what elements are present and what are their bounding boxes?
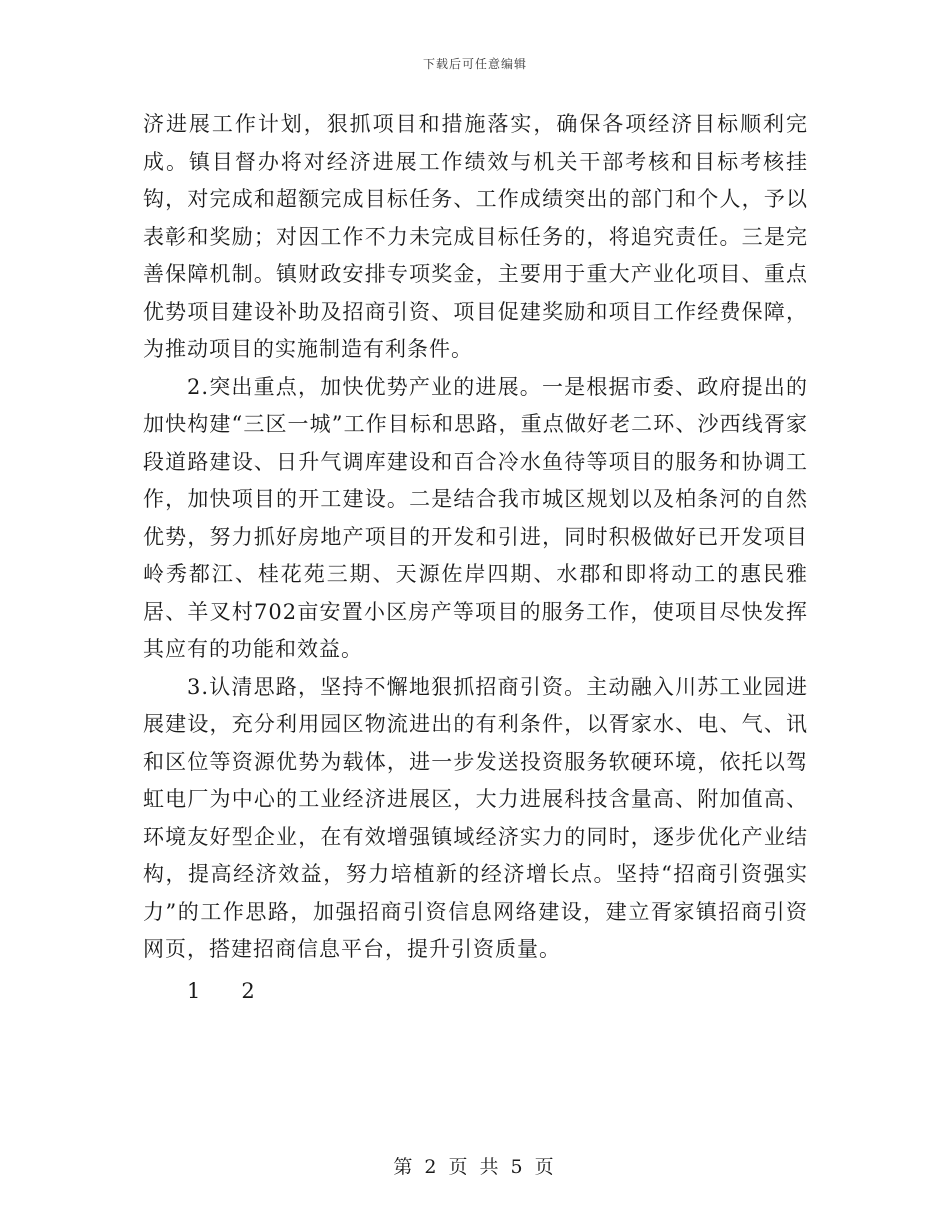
inline-number-2: 2 (241, 978, 256, 1003)
paragraph-1: 济进展工作计划，狠抓项目和措施落实，确保各项经济目标顺利完成。镇目督办将对经济进展工作绩效与机关干部考核和目标考核挂钩，对完成和超额完成目标任务、工作成绩突出的部门和个人，予以表彰和奖励；对因工作不力未完成目标任务的，将追究责任。三是完善保障机制。镇财政安排专项奖金，主要用于重大产业化项目、重点优势项目建设补助及招商引资、项目促建奖励和项目工作经费保障，为推动项目的实施制造有利条件。 (143, 112, 808, 361)
inline-page-numbers (187, 973, 808, 1011)
document-body (143, 106, 808, 1010)
paragraph-3: 3.认清思路，坚持不懈地狠抓招商引资。主动融入川苏工业园进展建设，充分利用园区物流进出的有利条件，以胥家水、电、气、讯和区位等资源优势为载体，进一步发送投资服务软硬环境，依托以驾虹电厂为中心的工业经济进展区，大力进展科技含量高、附加值高、环境友好型企业，在有效增强镇域经济实力的同时，逐步优化产业结构，提高经济效益，努力培植新的经济增长点。坚持“招商引资强实力”的工作思路，加强招商引资信息网络建设，建立胥家镇招商引资网页，搭建招商信息平台，提升引资质量。 (143, 674, 808, 961)
page-footer: 第 2 页 共 5 页 (393, 1156, 557, 1178)
inline-number-1: 1 (187, 978, 202, 1003)
page-header: 下载后可任意编辑 (422, 57, 527, 71)
paragraph-2: 2.突出重点，加快优势产业的进展。一是根据市委、政府提出的加快构建“三区一城”工作目标和思路，重点做好老二环、沙西线胥家段道路建设、日升气调库建设和百合冷水鱼待等项目的服务和协调工作，加快项目的开工建设。二是结合我市城区规划以及柏条河的自然优势，努力抓好房地产项目的开发和引进，同时积极做好已开发项目岭秀都江、桂花苑三期、天源佐岸四期、水郡和即将动工的惠民雅居、羊叉村702亩安置小区房产等项目的服务工作，使项目尽快发挥其应有的功能和效益。 (143, 374, 808, 661)
